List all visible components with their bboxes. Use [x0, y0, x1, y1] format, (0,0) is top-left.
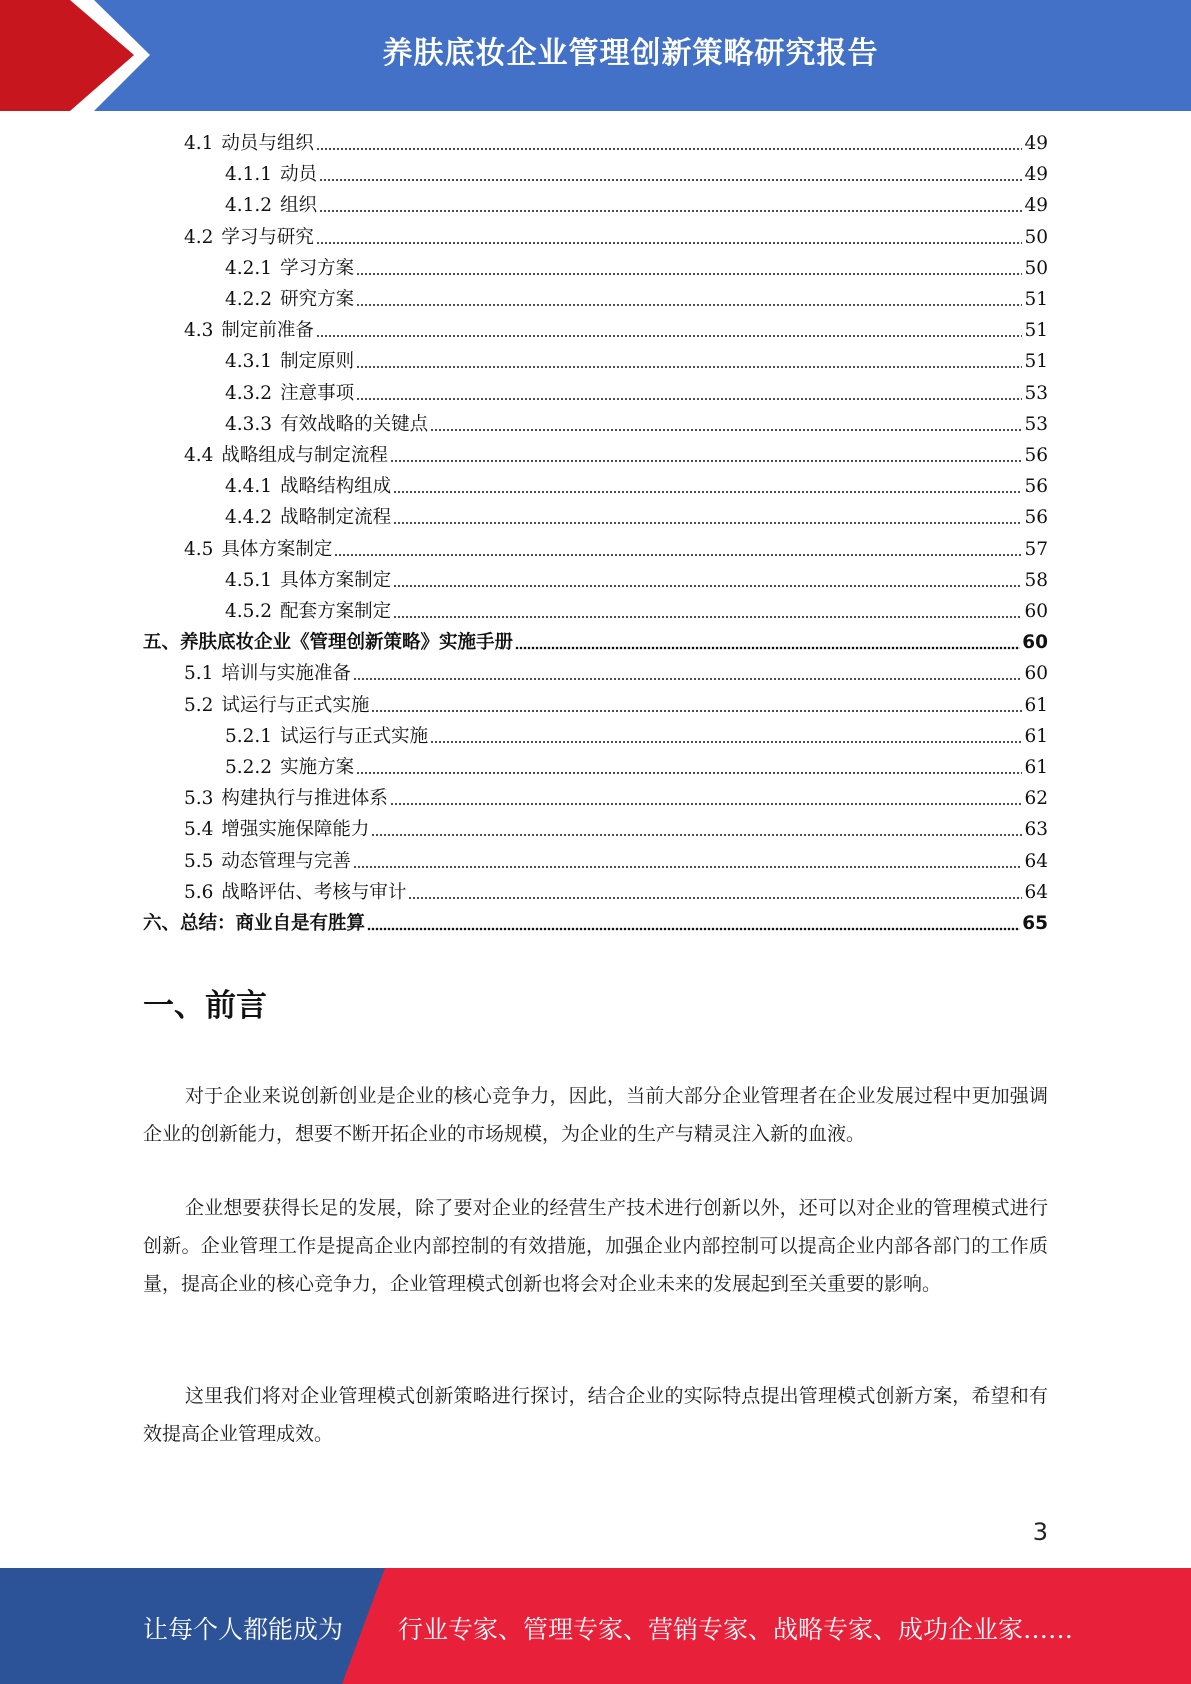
toc-entry-title: 学习与研究	[221, 226, 314, 248]
toc-entry[interactable]	[225, 409, 1048, 440]
footer-slogan-right: 行业专家、管理专家、营销专家、战略专家、成功企业家……	[398, 1615, 1074, 1644]
toc-dot-leader	[367, 927, 1020, 931]
toc-entry-page: 51	[1024, 320, 1048, 342]
toc-dot-leader	[319, 209, 1022, 213]
toc-entry[interactable]	[225, 471, 1048, 502]
toc-entry-number: 4.1	[184, 133, 214, 154]
toc-entry-title: 培训与实施准备	[221, 663, 351, 685]
toc-entry-number: 4.5	[184, 538, 214, 560]
toc-dot-leader	[353, 865, 1023, 869]
footer-slogan-left: 让每个人都能成为	[143, 1615, 344, 1644]
toc-entry[interactable]	[184, 440, 1048, 471]
paragraph-3: 这里我们将对企业管理模式创新策略进行探讨，结合企业的实际特点提出管理模式创新方案，希望和有效提高企业管理成效。	[143, 1385, 1048, 1445]
toc-entry-number: 5.5	[184, 850, 214, 872]
toc-entry-title: 战略评估、考核与审计	[221, 881, 407, 903]
header-banner	[0, 0, 1191, 111]
section-heading: 一、前言	[143, 988, 267, 1024]
toc-entry-title: 制定原则	[280, 351, 355, 373]
toc-entry-number: 4.2	[184, 226, 214, 248]
toc-entry-title: 战略组成与制定流程	[221, 445, 388, 466]
toc-entry-title: 战略结构组成	[280, 476, 392, 498]
toc-entry-page: 56	[1024, 507, 1048, 529]
toc-entry-number: 5.3	[184, 788, 214, 810]
toc-dot-leader	[371, 709, 1022, 713]
toc-dot-leader	[430, 428, 1022, 432]
toc-entry-title: 试运行与正式实施	[221, 694, 370, 716]
toc-entry[interactable]	[184, 128, 1048, 159]
toc-dot-leader	[430, 740, 1022, 744]
toc-dot-leader	[356, 365, 1022, 369]
toc-entry-number: 4.3.3	[225, 413, 273, 435]
toc-entry-page: 64	[1024, 881, 1048, 903]
toc-entry[interactable]	[143, 627, 1048, 658]
toc-dot-leader	[371, 833, 1022, 837]
toc-dot-leader	[356, 771, 1022, 775]
toc-dot-leader	[356, 303, 1022, 307]
toc-entry-page: 60	[1024, 663, 1048, 685]
toc-entry-number: 5.2.2	[225, 757, 273, 778]
toc-entry-number: 5.2.1	[225, 725, 273, 747]
toc-entry-page: 49	[1024, 164, 1048, 186]
toc-entry-page: 49	[1024, 133, 1048, 154]
toc-entry-title: 研究方案	[280, 289, 355, 310]
toc-entry-title: 组织	[280, 195, 318, 217]
toc-entry-number: 4.1.2	[225, 195, 273, 217]
toc-entry[interactable]	[143, 908, 1048, 939]
toc-entry[interactable]	[225, 565, 1048, 596]
toc-entry-title: 动态管理与完善	[221, 850, 351, 872]
toc-entry-number: 4.4.1	[225, 476, 273, 498]
toc-entry-number: 4.4.2	[225, 507, 273, 529]
toc-entry-page: 65	[1022, 913, 1048, 934]
toc-entry[interactable]	[184, 534, 1048, 565]
paragraph-2: 企业想要获得长足的发展，除了要对企业的经营生产技术进行创新以外，还可以对企业的管理模式进行创新。企业管理工作是提高企业内部控制的有效措施，加强企业内部控制可以提高企业内部各部门的工作质量，提高企业的核心竞争力，企业管理模式创新也将会对企业未来的发展起到至关重要的影响。	[143, 1197, 1048, 1295]
toc-entry-title: 构建执行与推进体系	[221, 788, 388, 810]
toc-entry[interactable]	[184, 658, 1048, 689]
toc-entry-number: 4.3.2	[225, 382, 273, 404]
toc-entry[interactable]	[225, 253, 1048, 284]
toc-entry[interactable]	[184, 783, 1048, 814]
toc-entry-title: 试运行与正式实施	[280, 725, 429, 747]
toc-entry[interactable]	[184, 690, 1048, 721]
toc-dot-leader	[316, 241, 1023, 245]
toc-entry-number: 4.2.2	[225, 289, 273, 310]
toc-entry-number: 5.4	[184, 819, 214, 841]
toc-dot-leader	[393, 584, 1022, 588]
toc-entry-number: 4.2.1	[225, 257, 273, 279]
toc-entry-title: 具体方案制定	[280, 569, 392, 591]
toc-entry-title: 战略制定流程	[280, 507, 392, 529]
toc-entry[interactable]	[225, 190, 1048, 221]
toc-entry[interactable]	[225, 502, 1048, 533]
toc-entry-page: 61	[1024, 757, 1048, 778]
toc-entry[interactable]	[225, 378, 1048, 409]
toc-entry-title: 增强实施保障能力	[221, 819, 370, 841]
toc-dot-leader	[356, 397, 1022, 401]
toc-entry-page: 60	[1022, 632, 1048, 654]
page-number: 3	[1032, 1518, 1048, 1546]
toc-entry-page: 53	[1024, 382, 1048, 404]
toc-dot-leader	[515, 646, 1020, 650]
toc-entry-number: 4.4	[184, 445, 214, 466]
toc-entry-page: 60	[1024, 601, 1048, 622]
toc-dot-leader	[390, 802, 1023, 806]
toc-entry-title: 配套方案制定	[280, 601, 392, 622]
toc-entry-page: 56	[1024, 476, 1048, 498]
toc-entry-page: 61	[1024, 725, 1048, 747]
toc-dot-leader	[353, 677, 1023, 681]
toc-entry-title: 动员与组织	[221, 133, 314, 154]
toc-entry[interactable]	[225, 721, 1048, 752]
toc-dot-leader	[316, 334, 1023, 338]
toc-entry-page: 51	[1024, 351, 1048, 373]
toc-entry-number: 4.5.1	[225, 569, 273, 591]
toc-dot-leader	[334, 553, 1022, 557]
toc-entry-page: 49	[1024, 195, 1048, 217]
toc-entry[interactable]	[225, 284, 1048, 315]
toc-entry[interactable]	[184, 877, 1048, 908]
paragraph-1: 对于企业来说创新创业是企业的核心竞争力，因此，当前大部分企业管理者在企业发展过程中更加强调企业的创新能力，想要不断开拓企业的市场规模，为企业的生产与精灵注入新的血液。	[143, 1085, 1048, 1145]
toc-entry-number: 5.2	[184, 694, 214, 716]
toc-entry-title: 五、养肤底妆企业《管理创新策略》实施手册	[143, 632, 514, 654]
toc-dot-leader	[393, 615, 1022, 619]
toc-entry[interactable]	[225, 346, 1048, 377]
toc-entry-number: 4.5.2	[225, 601, 273, 622]
toc-dot-leader	[316, 147, 1023, 151]
toc-dot-leader	[393, 490, 1022, 494]
toc-entry-number: 5.1	[184, 663, 214, 685]
toc-entry-page: 50	[1024, 257, 1048, 279]
toc-entry[interactable]	[225, 752, 1048, 783]
toc-entry-page: 64	[1024, 850, 1048, 872]
toc-entry-page: 53	[1024, 413, 1048, 435]
toc-dot-leader	[408, 896, 1022, 900]
toc-entry-page: 63	[1024, 819, 1048, 841]
toc-entry-page: 56	[1024, 445, 1048, 466]
footer-banner	[0, 1568, 1191, 1684]
toc-entry-title: 具体方案制定	[221, 538, 333, 560]
toc-entry[interactable]	[225, 596, 1048, 627]
toc-entry-title: 实施方案	[280, 757, 355, 778]
toc-entry-page: 61	[1024, 694, 1048, 716]
toc-dot-leader	[393, 521, 1022, 525]
toc-entry-page: 50	[1024, 226, 1048, 248]
toc-entry-number: 4.1.1	[225, 164, 273, 186]
toc-entry-page: 57	[1024, 538, 1048, 560]
toc-entry[interactable]	[184, 814, 1048, 845]
toc-entry-title: 学习方案	[280, 257, 355, 279]
toc-entry[interactable]	[184, 846, 1048, 877]
toc-entry-number: 4.3.1	[225, 351, 273, 373]
toc-entry[interactable]	[184, 222, 1048, 253]
toc-dot-leader	[356, 272, 1022, 276]
toc-dot-leader	[390, 459, 1023, 463]
toc-entry[interactable]	[184, 315, 1048, 346]
toc-entry-title: 有效战略的关键点	[280, 413, 429, 435]
toc-entry-number: 4.3	[184, 320, 214, 342]
toc-entry-page: 58	[1024, 569, 1048, 591]
toc-entry-title: 动员	[280, 164, 318, 186]
header-title: 养肤底妆企业管理创新策略研究报告	[382, 36, 879, 71]
toc-dot-leader	[319, 178, 1022, 182]
toc-entry[interactable]	[225, 159, 1048, 190]
toc-entry-title: 六、总结：商业自是有胜算	[143, 913, 366, 934]
toc-entry-page: 51	[1024, 289, 1048, 310]
toc-entry-number: 5.6	[184, 881, 214, 903]
toc-entry-title: 制定前准备	[221, 320, 314, 342]
toc-entry-title: 注意事项	[280, 382, 355, 404]
toc-entry-page: 62	[1024, 788, 1048, 810]
